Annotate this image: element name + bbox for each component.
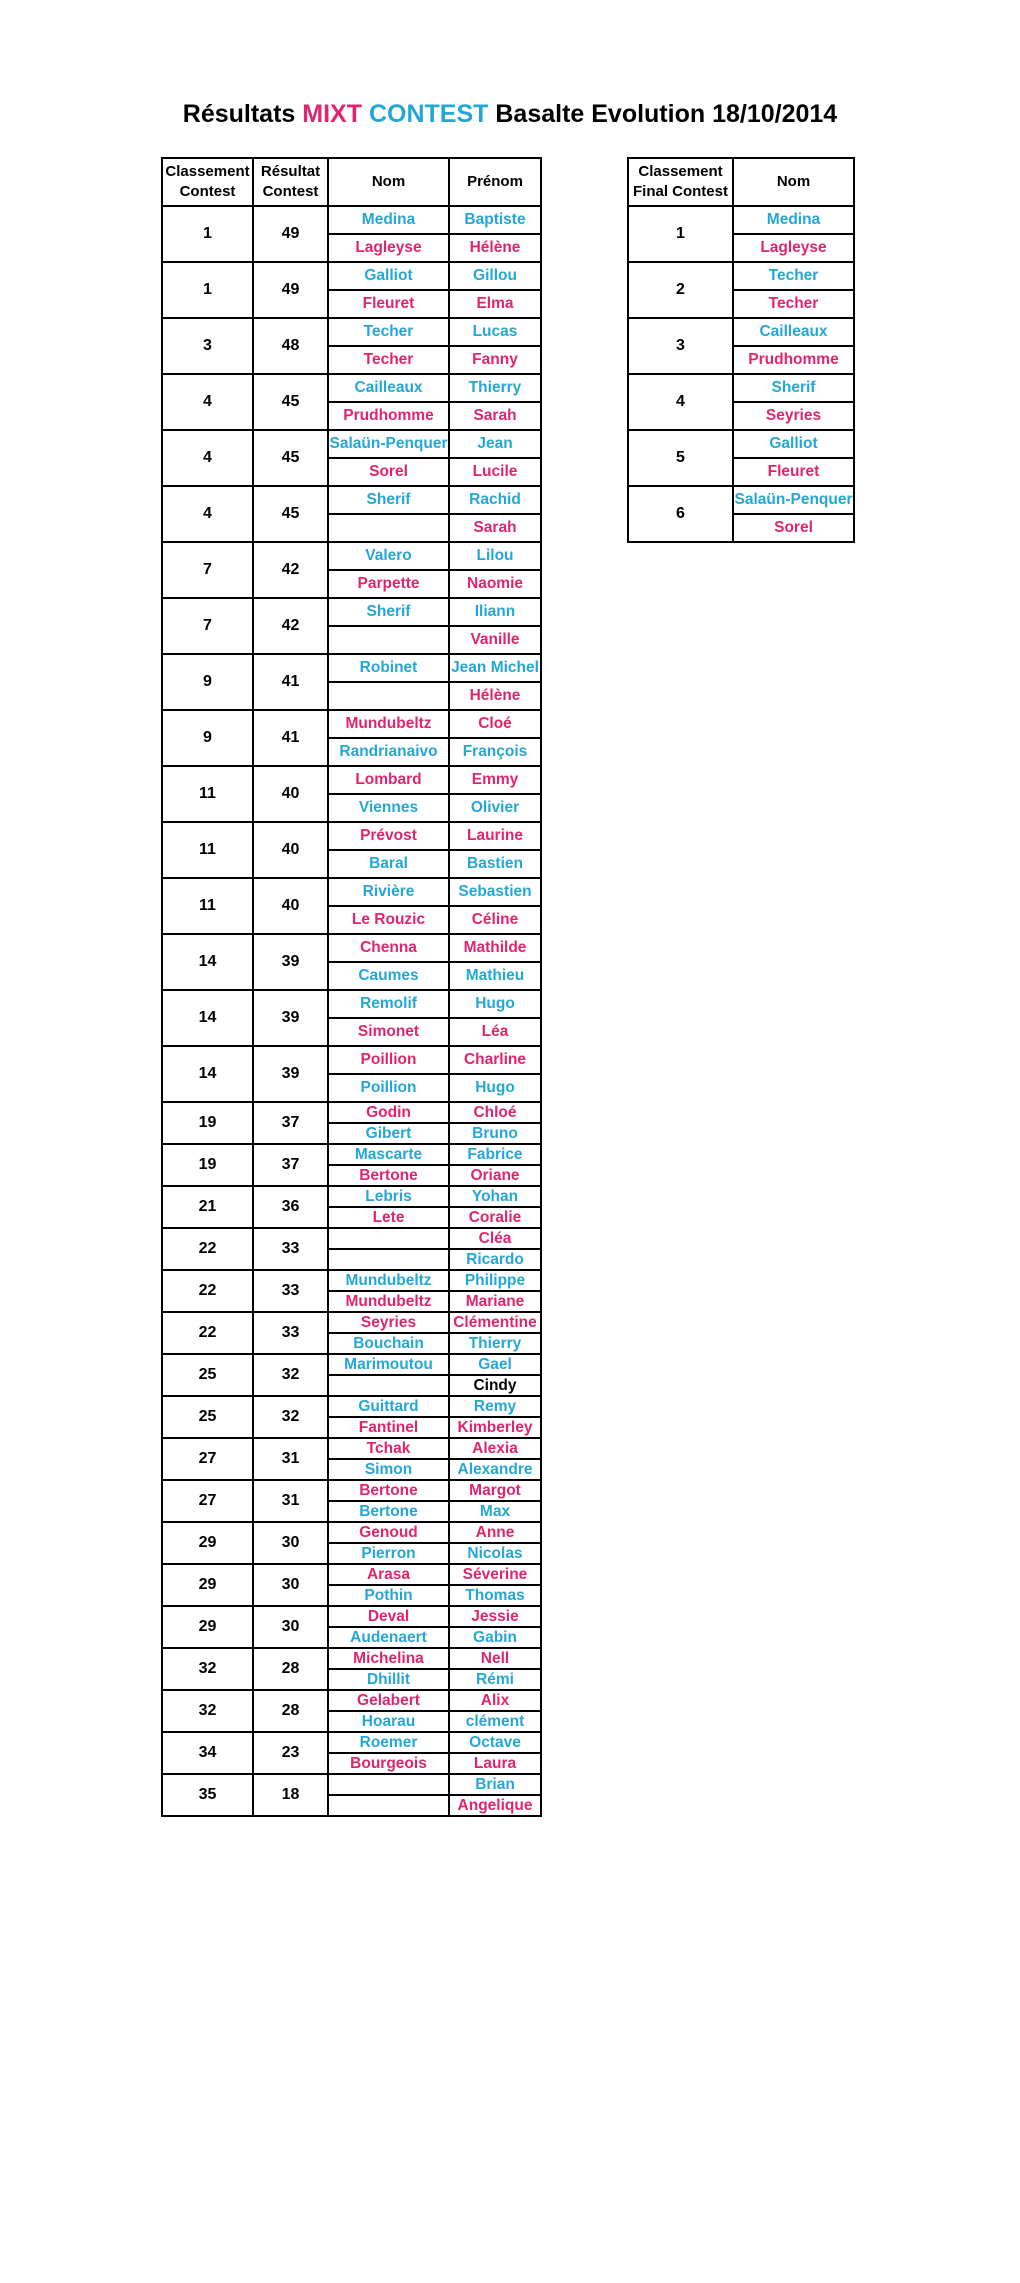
prenom-cell: Gillou bbox=[449, 262, 541, 290]
score-cell: 28 bbox=[253, 1648, 328, 1690]
nom-cell: Caumes bbox=[328, 962, 449, 990]
prenom-cell: Sarah bbox=[449, 402, 541, 430]
table-row bbox=[162, 1186, 541, 1207]
prenom-cell: Fanny bbox=[449, 346, 541, 374]
header-prenom: Prénom bbox=[449, 158, 541, 206]
table-row bbox=[162, 598, 541, 626]
score-cell: 30 bbox=[253, 1522, 328, 1564]
nom-cell: Tchak bbox=[328, 1438, 449, 1459]
nom-cell: Roemer bbox=[328, 1732, 449, 1753]
prenom-cell: Hugo bbox=[449, 1074, 541, 1102]
final-ranking-table bbox=[627, 157, 855, 543]
rank-cell: 7 bbox=[162, 542, 253, 598]
nom-cell: Lete bbox=[328, 1207, 449, 1228]
table-row bbox=[162, 1228, 541, 1249]
prenom-cell: Rachid bbox=[449, 486, 541, 514]
rank-cell: 22 bbox=[162, 1228, 253, 1270]
nom-cell: Sorel bbox=[328, 458, 449, 486]
prenom-cell: Emmy bbox=[449, 766, 541, 794]
score-cell: 39 bbox=[253, 990, 328, 1046]
nom-cell: Mundubeltz bbox=[328, 1291, 449, 1312]
rank-cell: 35 bbox=[162, 1774, 253, 1816]
prenom-cell: Naomie bbox=[449, 570, 541, 598]
prenom-cell: clément bbox=[449, 1711, 541, 1732]
score-cell: 36 bbox=[253, 1186, 328, 1228]
nom-cell bbox=[328, 626, 449, 654]
final-row bbox=[628, 486, 854, 514]
table-row bbox=[162, 1144, 541, 1165]
rank-cell: 7 bbox=[162, 598, 253, 654]
prenom-cell: Cindy bbox=[449, 1375, 541, 1396]
rank-cell: 3 bbox=[162, 318, 253, 374]
score-cell: 45 bbox=[253, 486, 328, 542]
nom-cell bbox=[328, 682, 449, 710]
prenom-cell: Céline bbox=[449, 906, 541, 934]
final-nom-cell: Galliot bbox=[733, 430, 854, 458]
final-header-rank: Classement Final Contest bbox=[628, 158, 733, 206]
final-nom-cell: Cailleaux bbox=[733, 318, 854, 346]
final-nom-cell: Sorel bbox=[733, 514, 854, 542]
prenom-cell: Nell bbox=[449, 1648, 541, 1669]
prenom-cell: Sarah bbox=[449, 514, 541, 542]
prenom-cell: Séverine bbox=[449, 1564, 541, 1585]
nom-cell: Rivière bbox=[328, 878, 449, 906]
score-cell: 45 bbox=[253, 374, 328, 430]
table-row bbox=[162, 1312, 541, 1333]
final-rank-cell: 3 bbox=[628, 318, 733, 374]
score-cell: 18 bbox=[253, 1774, 328, 1816]
rank-cell: 29 bbox=[162, 1606, 253, 1648]
nom-cell: Bourgeois bbox=[328, 1753, 449, 1774]
nom-cell bbox=[328, 1375, 449, 1396]
prenom-cell: Thomas bbox=[449, 1585, 541, 1606]
final-nom-cell: Prudhomme bbox=[733, 346, 854, 374]
table-row bbox=[162, 1396, 541, 1417]
nom-cell bbox=[328, 1774, 449, 1795]
final-nom-cell: Techer bbox=[733, 262, 854, 290]
nom-cell: Prévost bbox=[328, 822, 449, 850]
header-score: Résultat Contest bbox=[253, 158, 328, 206]
nom-cell: Marimoutou bbox=[328, 1354, 449, 1375]
nom-cell: Arasa bbox=[328, 1564, 449, 1585]
prenom-cell: Laurine bbox=[449, 822, 541, 850]
nom-cell: Simon bbox=[328, 1459, 449, 1480]
prenom-cell: François bbox=[449, 738, 541, 766]
nom-cell: Salaün-Penquer bbox=[328, 430, 449, 458]
rank-cell: 32 bbox=[162, 1690, 253, 1732]
nom-cell: Bertone bbox=[328, 1501, 449, 1522]
score-cell: 49 bbox=[253, 206, 328, 262]
rank-cell: 9 bbox=[162, 654, 253, 710]
prenom-cell: Gael bbox=[449, 1354, 541, 1375]
prenom-cell: Margot bbox=[449, 1480, 541, 1501]
nom-cell: Pierron bbox=[328, 1543, 449, 1564]
score-cell: 37 bbox=[253, 1102, 328, 1144]
rank-cell: 27 bbox=[162, 1480, 253, 1522]
prenom-cell: Iliann bbox=[449, 598, 541, 626]
rank-cell: 27 bbox=[162, 1438, 253, 1480]
prenom-cell: Lucas bbox=[449, 318, 541, 346]
rank-cell: 4 bbox=[162, 486, 253, 542]
rank-cell: 25 bbox=[162, 1396, 253, 1438]
table-row bbox=[162, 990, 541, 1018]
rank-cell: 29 bbox=[162, 1522, 253, 1564]
prenom-cell: Léa bbox=[449, 1018, 541, 1046]
prenom-cell: Alix bbox=[449, 1690, 541, 1711]
table-row bbox=[162, 262, 541, 290]
prenom-cell: Elma bbox=[449, 290, 541, 318]
nom-cell bbox=[328, 1795, 449, 1816]
final-rank-cell: 1 bbox=[628, 206, 733, 262]
nom-cell: Lebris bbox=[328, 1186, 449, 1207]
score-cell: 30 bbox=[253, 1606, 328, 1648]
table-row bbox=[162, 374, 541, 402]
nom-cell: Lagleyse bbox=[328, 234, 449, 262]
nom-cell: Remolif bbox=[328, 990, 449, 1018]
table-row bbox=[162, 1480, 541, 1501]
score-cell: 28 bbox=[253, 1690, 328, 1732]
nom-cell: Valero bbox=[328, 542, 449, 570]
nom-cell: Fleuret bbox=[328, 290, 449, 318]
rank-cell: 21 bbox=[162, 1186, 253, 1228]
score-cell: 31 bbox=[253, 1480, 328, 1522]
score-cell: 32 bbox=[253, 1396, 328, 1438]
nom-cell: Galliot bbox=[328, 262, 449, 290]
final-rank-cell: 6 bbox=[628, 486, 733, 542]
final-header-nom: Nom bbox=[733, 158, 854, 206]
nom-cell: Techer bbox=[328, 318, 449, 346]
final-nom-cell: Sherif bbox=[733, 374, 854, 402]
nom-cell: Guittard bbox=[328, 1396, 449, 1417]
prenom-cell: Vanille bbox=[449, 626, 541, 654]
final-body bbox=[628, 206, 854, 542]
rank-cell: 9 bbox=[162, 710, 253, 766]
nom-cell: Baral bbox=[328, 850, 449, 878]
nom-cell: Michelina bbox=[328, 1648, 449, 1669]
table-row bbox=[162, 1774, 541, 1795]
results-table bbox=[161, 157, 542, 1817]
table-row bbox=[162, 1648, 541, 1669]
rank-cell: 4 bbox=[162, 374, 253, 430]
rank-cell: 22 bbox=[162, 1312, 253, 1354]
nom-cell: Mundubeltz bbox=[328, 710, 449, 738]
rank-cell: 29 bbox=[162, 1564, 253, 1606]
prenom-cell: Laura bbox=[449, 1753, 541, 1774]
table-row bbox=[162, 766, 541, 794]
score-cell: 48 bbox=[253, 318, 328, 374]
final-rank-cell: 2 bbox=[628, 262, 733, 318]
prenom-cell: Anne bbox=[449, 1522, 541, 1543]
nom-cell: Pothin bbox=[328, 1585, 449, 1606]
score-cell: 45 bbox=[253, 430, 328, 486]
score-cell: 39 bbox=[253, 1046, 328, 1102]
nom-cell: Gelabert bbox=[328, 1690, 449, 1711]
results-body bbox=[162, 206, 541, 1816]
prenom-cell: Max bbox=[449, 1501, 541, 1522]
table-row bbox=[162, 1564, 541, 1585]
nom-cell bbox=[328, 1249, 449, 1270]
prenom-cell: Hélène bbox=[449, 682, 541, 710]
prenom-cell: Jean bbox=[449, 430, 541, 458]
table-row bbox=[162, 934, 541, 962]
nom-cell: Lombard bbox=[328, 766, 449, 794]
title-mixt: MIXT bbox=[302, 100, 362, 128]
prenom-cell: Lilou bbox=[449, 542, 541, 570]
prenom-cell: Octave bbox=[449, 1732, 541, 1753]
prenom-cell: Jessie bbox=[449, 1606, 541, 1627]
nom-cell: Hoarau bbox=[328, 1711, 449, 1732]
score-cell: 31 bbox=[253, 1438, 328, 1480]
nom-cell: Bertone bbox=[328, 1480, 449, 1501]
nom-cell: Gibert bbox=[328, 1123, 449, 1144]
results-header-row bbox=[162, 158, 541, 206]
score-cell: 30 bbox=[253, 1564, 328, 1606]
rank-cell: 14 bbox=[162, 1046, 253, 1102]
prenom-cell: Cloé bbox=[449, 710, 541, 738]
prenom-cell: Thierry bbox=[449, 374, 541, 402]
header-nom: Nom bbox=[328, 158, 449, 206]
prenom-cell: Hugo bbox=[449, 990, 541, 1018]
nom-cell: Sherif bbox=[328, 486, 449, 514]
score-cell: 39 bbox=[253, 934, 328, 990]
prenom-cell: Mariane bbox=[449, 1291, 541, 1312]
rank-cell: 1 bbox=[162, 206, 253, 262]
rank-cell: 11 bbox=[162, 766, 253, 822]
table-row bbox=[162, 486, 541, 514]
table-row bbox=[162, 1438, 541, 1459]
rank-cell: 11 bbox=[162, 822, 253, 878]
header-rank: Classement Contest bbox=[162, 158, 253, 206]
nom-cell: Simonet bbox=[328, 1018, 449, 1046]
nom-cell: Poillion bbox=[328, 1046, 449, 1074]
nom-cell: Le Rouzic bbox=[328, 906, 449, 934]
prenom-cell: Rémi bbox=[449, 1669, 541, 1690]
prenom-cell: Chloé bbox=[449, 1102, 541, 1123]
score-cell: 33 bbox=[253, 1312, 328, 1354]
rank-cell: 19 bbox=[162, 1144, 253, 1186]
final-nom-cell: Techer bbox=[733, 290, 854, 318]
rank-cell: 19 bbox=[162, 1102, 253, 1144]
score-cell: 37 bbox=[253, 1144, 328, 1186]
title-contest: CONTEST bbox=[368, 100, 489, 128]
nom-cell: Godin bbox=[328, 1102, 449, 1123]
prenom-cell: Ricardo bbox=[449, 1249, 541, 1270]
score-cell: 49 bbox=[253, 262, 328, 318]
nom-cell: Bertone bbox=[328, 1165, 449, 1186]
prenom-cell: Brian bbox=[449, 1774, 541, 1795]
nom-cell: Mascarte bbox=[328, 1144, 449, 1165]
score-cell: 40 bbox=[253, 878, 328, 934]
final-row bbox=[628, 374, 854, 402]
prenom-cell: Cléa bbox=[449, 1228, 541, 1249]
final-rank-cell: 5 bbox=[628, 430, 733, 486]
rank-cell: 34 bbox=[162, 1732, 253, 1774]
score-cell: 32 bbox=[253, 1354, 328, 1396]
prenom-cell: Bruno bbox=[449, 1123, 541, 1144]
nom-cell bbox=[328, 514, 449, 542]
final-nom-cell: Seyries bbox=[733, 402, 854, 430]
nom-cell: Fantinel bbox=[328, 1417, 449, 1438]
table-row bbox=[162, 1270, 541, 1291]
nom-cell: Deval bbox=[328, 1606, 449, 1627]
prenom-cell: Alexandre bbox=[449, 1459, 541, 1480]
table-row bbox=[162, 430, 541, 458]
title-suffix: Basalte Evolution 18/10/2014 bbox=[495, 100, 838, 128]
final-nom-cell: Salaün-Penquer bbox=[733, 486, 854, 514]
title-prefix: Résultats bbox=[182, 100, 296, 128]
nom-cell: Techer bbox=[328, 346, 449, 374]
prenom-cell: Bastien bbox=[449, 850, 541, 878]
nom-cell: Dhillit bbox=[328, 1669, 449, 1690]
final-row bbox=[628, 206, 854, 234]
rank-cell: 32 bbox=[162, 1648, 253, 1690]
nom-cell: Bouchain bbox=[328, 1333, 449, 1354]
table-row bbox=[162, 206, 541, 234]
table-row bbox=[162, 1046, 541, 1074]
nom-cell bbox=[328, 1228, 449, 1249]
prenom-cell: Lucile bbox=[449, 458, 541, 486]
score-cell: 33 bbox=[253, 1270, 328, 1312]
nom-cell: Sherif bbox=[328, 598, 449, 626]
rank-cell: 25 bbox=[162, 1354, 253, 1396]
prenom-cell: Angelique bbox=[449, 1795, 541, 1816]
nom-cell: Mundubeltz bbox=[328, 1270, 449, 1291]
prenom-cell: Coralie bbox=[449, 1207, 541, 1228]
nom-cell: Poillion bbox=[328, 1074, 449, 1102]
score-cell: 40 bbox=[253, 766, 328, 822]
table-row bbox=[162, 1690, 541, 1711]
score-cell: 42 bbox=[253, 598, 328, 654]
rank-cell: 11 bbox=[162, 878, 253, 934]
table-row bbox=[162, 654, 541, 682]
table-row bbox=[162, 1732, 541, 1753]
table-row bbox=[162, 318, 541, 346]
nom-cell: Prudhomme bbox=[328, 402, 449, 430]
final-row bbox=[628, 318, 854, 346]
nom-cell: Viennes bbox=[328, 794, 449, 822]
final-row bbox=[628, 430, 854, 458]
page-title bbox=[0, 100, 1020, 129]
prenom-cell: Charline bbox=[449, 1046, 541, 1074]
rank-cell: 1 bbox=[162, 262, 253, 318]
nom-cell: Randrianaivo bbox=[328, 738, 449, 766]
nom-cell: Parpette bbox=[328, 570, 449, 598]
score-cell: 33 bbox=[253, 1228, 328, 1270]
nom-cell: Audenaert bbox=[328, 1627, 449, 1648]
prenom-cell: Gabin bbox=[449, 1627, 541, 1648]
table-row bbox=[162, 1354, 541, 1375]
prenom-cell: Jean Michel bbox=[449, 654, 541, 682]
prenom-cell: Fabrice bbox=[449, 1144, 541, 1165]
prenom-cell: Sebastien bbox=[449, 878, 541, 906]
final-rank-cell: 4 bbox=[628, 374, 733, 430]
nom-cell: Medina bbox=[328, 206, 449, 234]
prenom-cell: Mathilde bbox=[449, 934, 541, 962]
nom-cell: Cailleaux bbox=[328, 374, 449, 402]
final-row bbox=[628, 262, 854, 290]
prenom-cell: Nicolas bbox=[449, 1543, 541, 1564]
score-cell: 42 bbox=[253, 542, 328, 598]
prenom-cell: Kimberley bbox=[449, 1417, 541, 1438]
rank-cell: 14 bbox=[162, 934, 253, 990]
table-row bbox=[162, 542, 541, 570]
prenom-cell: Mathieu bbox=[449, 962, 541, 990]
score-cell: 23 bbox=[253, 1732, 328, 1774]
rank-cell: 4 bbox=[162, 430, 253, 486]
final-header-row bbox=[628, 158, 854, 206]
prenom-cell: Oriane bbox=[449, 1165, 541, 1186]
table-row bbox=[162, 1102, 541, 1123]
prenom-cell: Remy bbox=[449, 1396, 541, 1417]
nom-cell: Chenna bbox=[328, 934, 449, 962]
final-nom-cell: Lagleyse bbox=[733, 234, 854, 262]
score-cell: 41 bbox=[253, 654, 328, 710]
final-nom-cell: Fleuret bbox=[733, 458, 854, 486]
nom-cell: Genoud bbox=[328, 1522, 449, 1543]
prenom-cell: Clémentine bbox=[449, 1312, 541, 1333]
nom-cell: Robinet bbox=[328, 654, 449, 682]
nom-cell: Seyries bbox=[328, 1312, 449, 1333]
prenom-cell: Yohan bbox=[449, 1186, 541, 1207]
prenom-cell: Philippe bbox=[449, 1270, 541, 1291]
table-row bbox=[162, 710, 541, 738]
score-cell: 40 bbox=[253, 822, 328, 878]
table-row bbox=[162, 1606, 541, 1627]
score-cell: 41 bbox=[253, 710, 328, 766]
table-row bbox=[162, 1522, 541, 1543]
final-nom-cell: Medina bbox=[733, 206, 854, 234]
prenom-cell: Olivier bbox=[449, 794, 541, 822]
prenom-cell: Hélène bbox=[449, 234, 541, 262]
prenom-cell: Baptiste bbox=[449, 206, 541, 234]
table-row bbox=[162, 878, 541, 906]
prenom-cell: Alexia bbox=[449, 1438, 541, 1459]
rank-cell: 22 bbox=[162, 1270, 253, 1312]
rank-cell: 14 bbox=[162, 990, 253, 1046]
prenom-cell: Thierry bbox=[449, 1333, 541, 1354]
table-row bbox=[162, 822, 541, 850]
